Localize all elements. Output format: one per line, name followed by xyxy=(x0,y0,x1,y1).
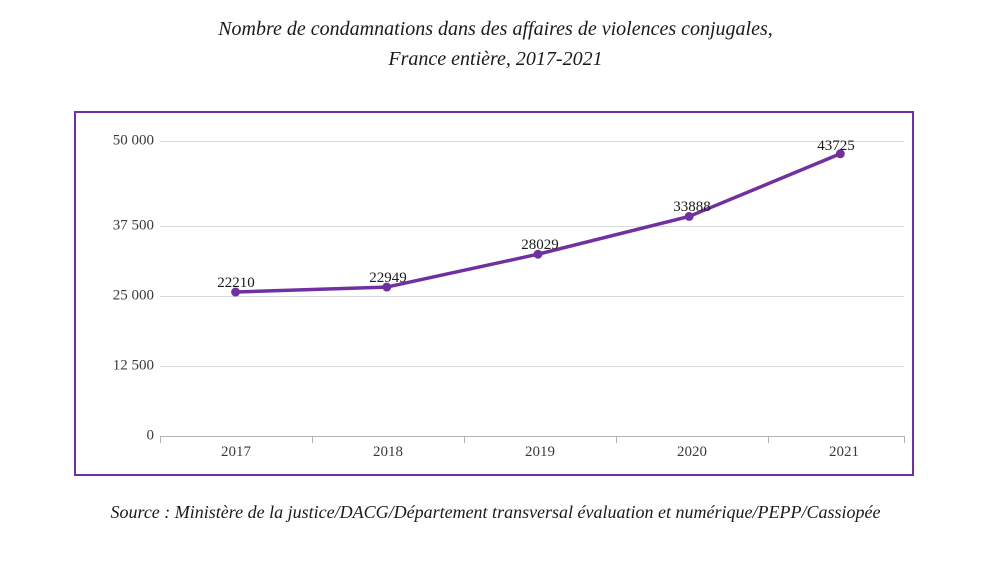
plot-area xyxy=(74,111,914,476)
x-tick-2020: 2020 xyxy=(677,444,707,460)
x-tick-2017: 2017 xyxy=(221,444,251,460)
series-line-condamnations xyxy=(160,113,904,474)
x-tick-2018: 2018 xyxy=(373,444,403,460)
chart-title-line-1: Nombre de condamnations dans des affaires de violences conjugales, xyxy=(218,18,773,40)
data-label-2020: 33888 xyxy=(673,199,711,215)
y-axis-labels xyxy=(76,113,154,474)
data-label-2017: 22210 xyxy=(217,275,255,291)
series-polyline xyxy=(236,154,841,292)
x-tick-2019: 2019 xyxy=(525,444,555,460)
source-note-line-2: numérique/PEPP/Cassiopée xyxy=(675,502,881,522)
source-note-line-1: Source : Ministère de la justice/DACG/Département transversal évaluation et xyxy=(110,502,672,522)
x-axis-tick-end xyxy=(904,436,905,443)
data-label-2021: 43725 xyxy=(817,138,855,154)
y-tick-4: 50 000 xyxy=(112,132,154,149)
x-tick-2021: 2021 xyxy=(829,444,859,460)
data-label-2018: 22949 xyxy=(369,270,407,286)
chart-title xyxy=(60,14,931,74)
x-axis-labels xyxy=(160,444,904,468)
chart-title-line-2: France entière, 2017-2021 xyxy=(388,48,603,70)
y-tick-1: 12 500 xyxy=(112,357,154,374)
source-note xyxy=(80,498,911,526)
y-tick-3: 37 500 xyxy=(112,217,154,234)
y-tick-2: 25 000 xyxy=(112,287,154,304)
data-label-2019: 28029 xyxy=(521,237,559,253)
y-tick-0: 0 xyxy=(146,427,154,444)
